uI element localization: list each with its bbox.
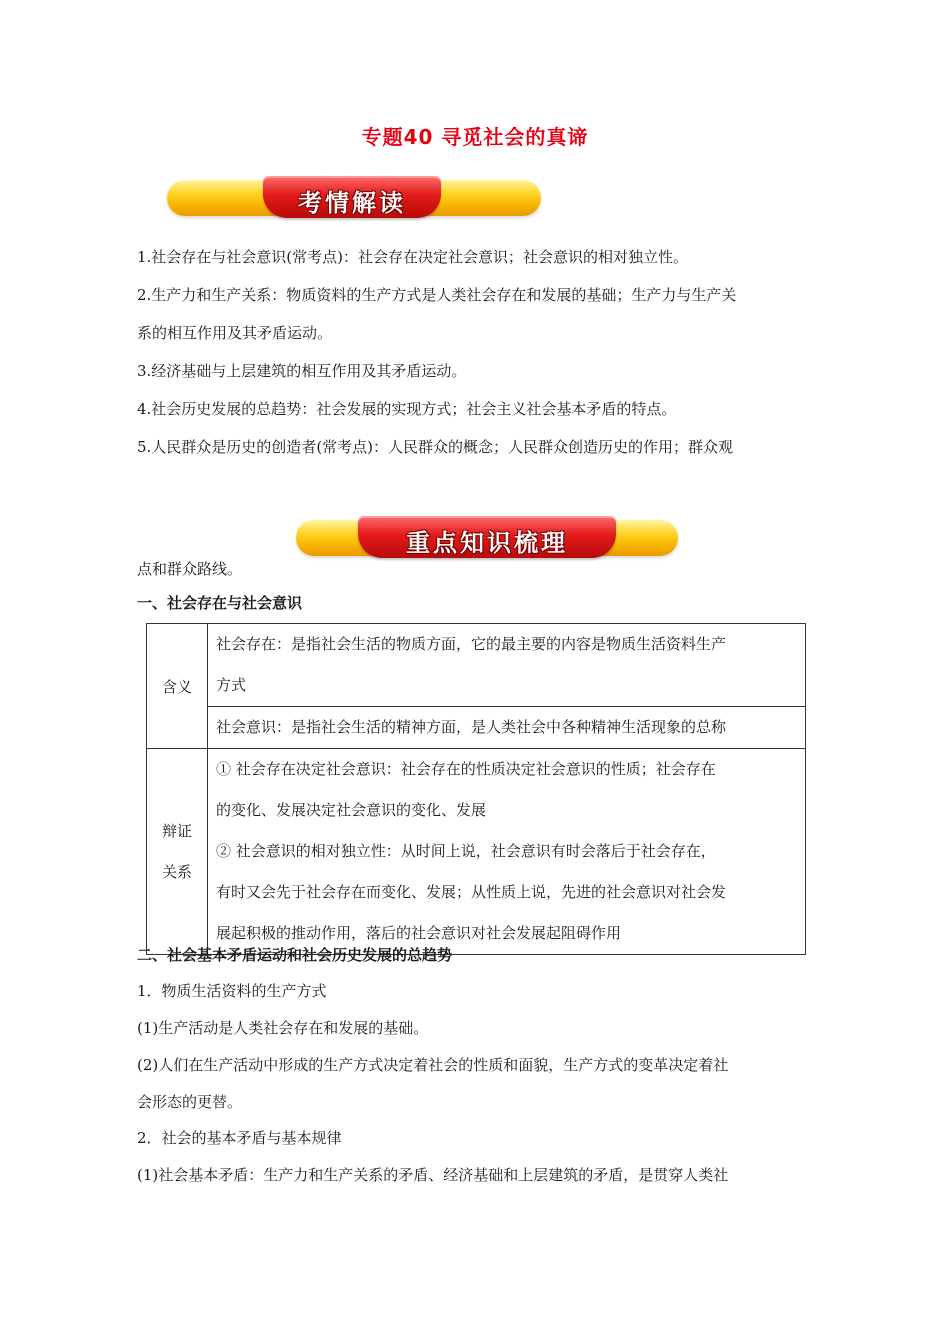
- exam-point-2-cont: 系的相互作用及其矛盾运动。: [137, 324, 333, 342]
- cell-line: 的变化、发展决定社会意识的变化、发展: [216, 801, 487, 819]
- cell-line: ② 社会意识的相对独立性：从时间上说，社会意识有时会落后于社会存在，: [216, 842, 716, 860]
- table-cell: [208, 707, 806, 749]
- table-row: [147, 624, 806, 707]
- concept-table: [146, 623, 806, 955]
- cell-line: 展起积极的推动作用，落后的社会意识对社会发展起阻碍作用: [216, 924, 622, 942]
- exam-point-1: 1.社会存在与社会意识(常考点)：社会存在决定社会意识；社会意识的相对独立性。: [137, 248, 689, 266]
- body-line: (1)社会基本矛盾：生产力和生产关系的矛盾、经济基础和上层建筑的矛盾，是贯穿人类社: [137, 1166, 729, 1184]
- section-heading-1: 一、社会存在与社会意识: [137, 594, 303, 612]
- head-line: 关系: [161, 862, 192, 881]
- cell-line: 社会意识：是指社会生活的精神方面，是人类社会中各种精神生活现象的总称: [216, 718, 727, 736]
- banner-label: 考情解读: [298, 189, 406, 217]
- body-line: (1)生产活动是人类社会存在和发展的基础。: [137, 1019, 429, 1037]
- table-row: [147, 707, 806, 749]
- section-heading-2: 二、社会基本矛盾运动和社会历史发展的总趋势: [137, 946, 453, 964]
- cell-line: 社会存在：是指社会生活的物质方面，它的最主要的内容是物质生活资料生产: [216, 635, 727, 653]
- exam-point-5-cont: 点和群众路线。: [137, 560, 243, 578]
- cell-line: 有时又会先于社会存在而变化、发展；从性质上说，先进的社会意识对社会发: [216, 883, 727, 901]
- body-line: 1．物质生活资料的生产方式: [137, 982, 327, 1000]
- table-cell: [208, 624, 806, 707]
- exam-analysis-banner: [167, 176, 541, 220]
- cell-line: 方式: [216, 676, 247, 694]
- row-head-dialectic: [147, 749, 208, 955]
- table-cell: [208, 749, 806, 955]
- exam-point-4: 4.社会历史发展的总趋势：社会发展的实现方式；社会主义社会基本矛盾的特点。: [137, 400, 677, 418]
- exam-point-2: 2.生产力和生产关系：物质资料的生产方式是人类社会存在和发展的基础；生产力与生产关: [137, 286, 737, 304]
- cell-line: ① 社会存在决定社会意识：社会存在的性质决定社会意识的性质；社会存在: [216, 760, 716, 778]
- exam-point-5: 5.人民群众是历史的创造者(常考点)：人民群众的概念；人民群众创造历史的作用；群众观: [137, 438, 734, 456]
- body-line: 2．社会的基本矛盾与基本规律: [137, 1129, 342, 1147]
- banner-pill: [358, 516, 616, 558]
- body-line: 会形态的更替。: [137, 1093, 243, 1111]
- exam-point-3: 3.经济基础与上层建筑的相互作用及其矛盾运动。: [137, 362, 467, 380]
- banner-label: 重点知识梳理: [406, 529, 568, 557]
- key-knowledge-banner: [296, 516, 678, 560]
- table-row: [147, 749, 806, 955]
- body-line: (2)人们在生产活动中形成的生产方式决定着社会的性质和面貌，生产方式的变革决定着社: [137, 1056, 729, 1074]
- page-title: 专题40 寻觅社会的真谛: [361, 125, 589, 149]
- row-head-meaning: 含义: [147, 624, 208, 749]
- banner-pill: [263, 176, 441, 218]
- head-line: 辩证: [161, 821, 192, 840]
